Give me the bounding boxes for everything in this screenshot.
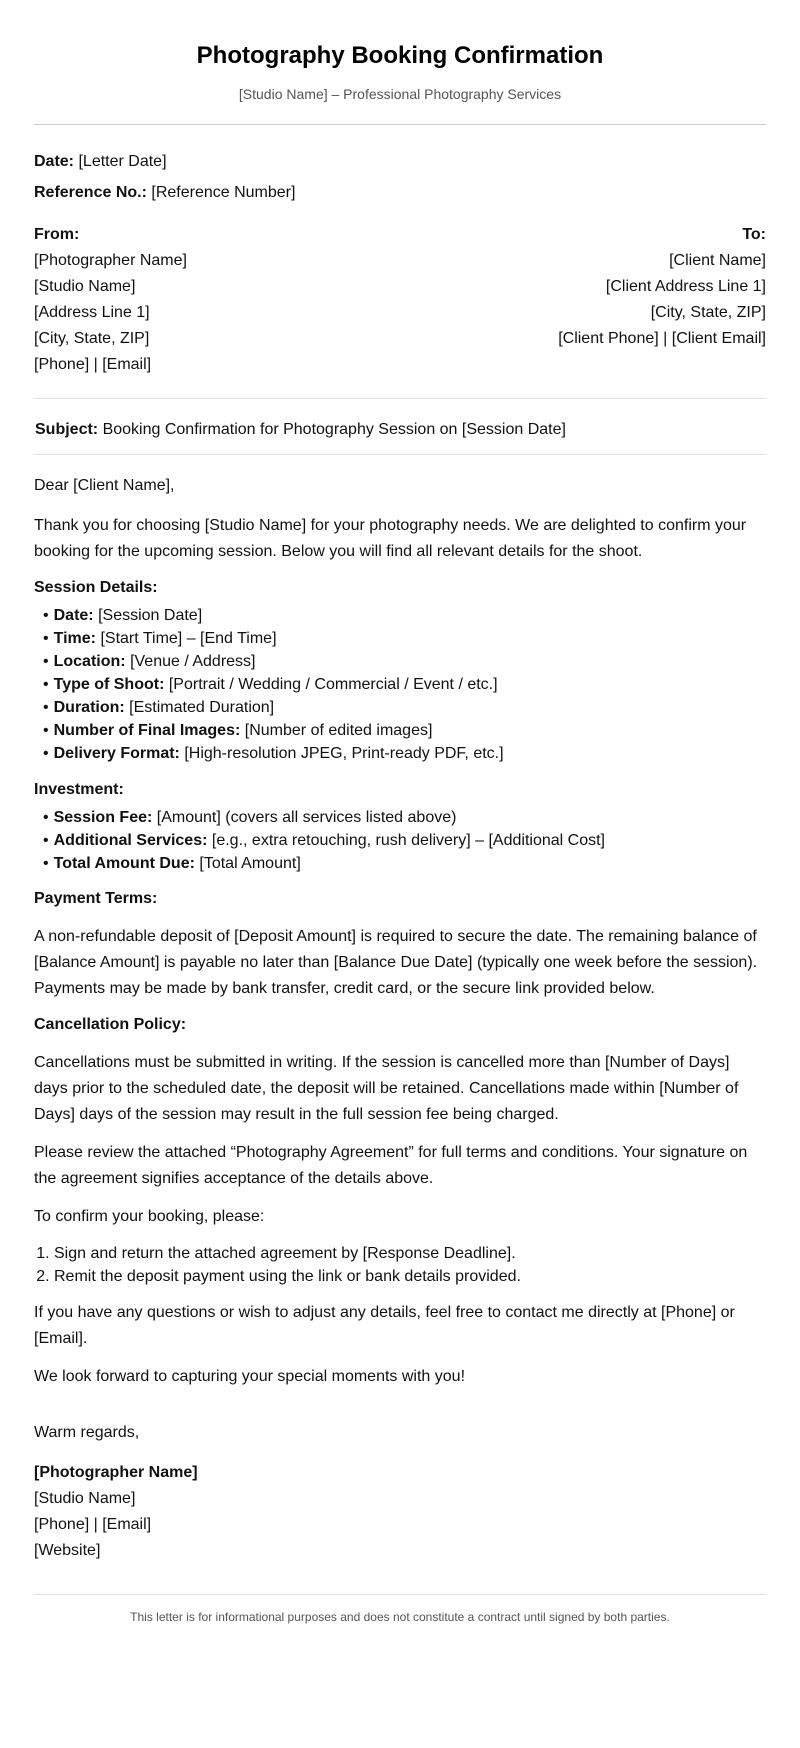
item-value: [Start Time] – [End Time] xyxy=(100,630,277,647)
item-value: [e.g., extra retouching, rush delivery] – [Additional Cost] xyxy=(211,832,605,849)
subject-value: Booking Confirmation for Photography Session on [Session Date] xyxy=(102,421,566,438)
list-item xyxy=(43,829,766,852)
cancellation-paragraph: Cancellations must be submitted in writing. If the session is cancelled more than [Number of Days] days prior to the scheduled date, the deposit will be retained. Cancellations made within [Number of Days] days of the session may result in the full session fee being charged. xyxy=(34,1054,739,1123)
from-line: [Address Line 1] xyxy=(34,304,150,321)
from-line: [Photographer Name] xyxy=(34,252,187,269)
date-label: Date: xyxy=(34,153,75,170)
signature-contact: [Phone] | [Email] xyxy=(34,1516,152,1533)
date-value: [Letter Date] xyxy=(78,153,167,170)
session-details-list xyxy=(34,604,766,765)
item-label: Location: xyxy=(53,653,126,670)
signature-studio: [Studio Name] xyxy=(34,1490,136,1507)
item-value: [Amount] (covers all services listed above) xyxy=(156,809,457,826)
item-value: [Total Amount] xyxy=(199,855,301,872)
subject-divider-top xyxy=(34,398,766,399)
item-value: [Session Date] xyxy=(98,607,203,624)
recipient-address xyxy=(558,222,766,378)
item-label: Delivery Format: xyxy=(53,745,180,762)
payment-terms-heading: Payment Terms: xyxy=(34,890,158,907)
list-item xyxy=(43,627,766,650)
reference-line xyxy=(34,180,766,206)
list-item xyxy=(43,806,766,829)
item-label: Time: xyxy=(53,630,96,647)
to-line: [Client Address Line 1] xyxy=(605,278,766,295)
header-divider xyxy=(34,124,766,125)
list-item: 1. Sign and return the attached agreement by [Response Deadline]. xyxy=(54,1242,766,1265)
letter-meta xyxy=(34,149,766,206)
to-line: [City, State, ZIP] xyxy=(650,304,766,321)
cancellation-heading: Cancellation Policy: xyxy=(34,1016,187,1033)
subject-line xyxy=(35,417,766,443)
item-value: [Venue / Address] xyxy=(130,653,256,670)
to-line: [Client Name] xyxy=(669,252,766,269)
item-label: Number of Final Images: xyxy=(53,722,241,739)
item-value: [Number of edited images] xyxy=(244,722,433,739)
signature-name: [Photographer Name] xyxy=(34,1464,198,1481)
investment-list xyxy=(34,806,766,875)
list-item xyxy=(43,852,766,875)
page-title: Photography Booking Confirmation xyxy=(196,42,604,69)
footer-divider xyxy=(34,1594,766,1595)
to-line: [Client Phone] | [Client Email] xyxy=(558,330,766,347)
confirm-intro: To confirm your booking, please: xyxy=(34,1208,265,1225)
date-line xyxy=(34,149,766,175)
item-label: Duration: xyxy=(53,699,125,716)
subject-label: Subject: xyxy=(35,421,99,438)
sender-address xyxy=(34,222,187,378)
greeting: Dear [Client Name], xyxy=(34,477,175,494)
salutation: Warm regards, xyxy=(34,1424,140,1441)
from-line: [Studio Name] xyxy=(34,278,136,295)
list-item xyxy=(43,696,766,719)
from-line: [Phone] | [Email] xyxy=(34,356,152,373)
signature-block xyxy=(34,1420,766,1564)
item-value: [High-resolution JPEG, Print-ready PDF, etc.] xyxy=(184,745,504,762)
list-item xyxy=(43,650,766,673)
list-item xyxy=(43,742,766,765)
to-label: To: xyxy=(742,226,766,243)
questions-paragraph: If you have any questions or wish to adjust any details, feel free to contact me directly at [Phone] or [Email]. xyxy=(34,1304,735,1347)
intro-paragraph: Thank you for choosing [Studio Name] for your photography needs. We are delighted to confirm your booking for the upcoming session. Below you will find all relevant details for the shoot. xyxy=(34,517,747,560)
subject-divider-bottom xyxy=(34,454,766,455)
reference-value: [Reference Number] xyxy=(151,184,296,201)
address-block xyxy=(34,222,766,378)
from-label: From: xyxy=(34,226,80,243)
footer-note: This letter is for informational purposes and does not constitute a contract until signed by both parties. xyxy=(130,1610,670,1624)
investment-heading: Investment: xyxy=(34,781,124,798)
payment-terms-paragraph: A non-refundable deposit of [Deposit Amount] is required to secure the date. The remaining balance of [Balance Amount] is payable no later than [Balance Due Date] (typically one week before the session). Payments may be made by bank transfer, credit card, or the secure link provided below. xyxy=(34,928,758,997)
item-label: Additional Services: xyxy=(53,832,208,849)
page-subtitle: [Studio Name] – Professional Photography Services xyxy=(238,86,562,102)
item-label: Session Fee: xyxy=(53,809,153,826)
item-label: Type of Shoot: xyxy=(53,676,165,693)
list-item: 2. Remit the deposit payment using the link or bank details provided. xyxy=(54,1265,766,1288)
item-label: Date: xyxy=(53,607,94,624)
review-paragraph: Please review the attached “Photography Agreement” for full terms and conditions. Your signature on the agreement signifies acceptance of the details above. xyxy=(34,1144,748,1187)
item-value: [Portrait / Wedding / Commercial / Event / etc.] xyxy=(168,676,498,693)
item-value: [Estimated Duration] xyxy=(129,699,275,716)
list-item xyxy=(43,604,766,627)
confirm-steps-list xyxy=(34,1242,766,1288)
list-item xyxy=(43,673,766,696)
from-line: [City, State, ZIP] xyxy=(34,330,150,347)
reference-label: Reference No.: xyxy=(34,184,147,201)
session-details-heading: Session Details: xyxy=(34,579,158,596)
closing-paragraph: We look forward to capturing your special moments with you! xyxy=(34,1368,466,1385)
list-item xyxy=(43,719,766,742)
signature-website: [Website] xyxy=(34,1542,101,1559)
item-label: Total Amount Due: xyxy=(53,855,195,872)
